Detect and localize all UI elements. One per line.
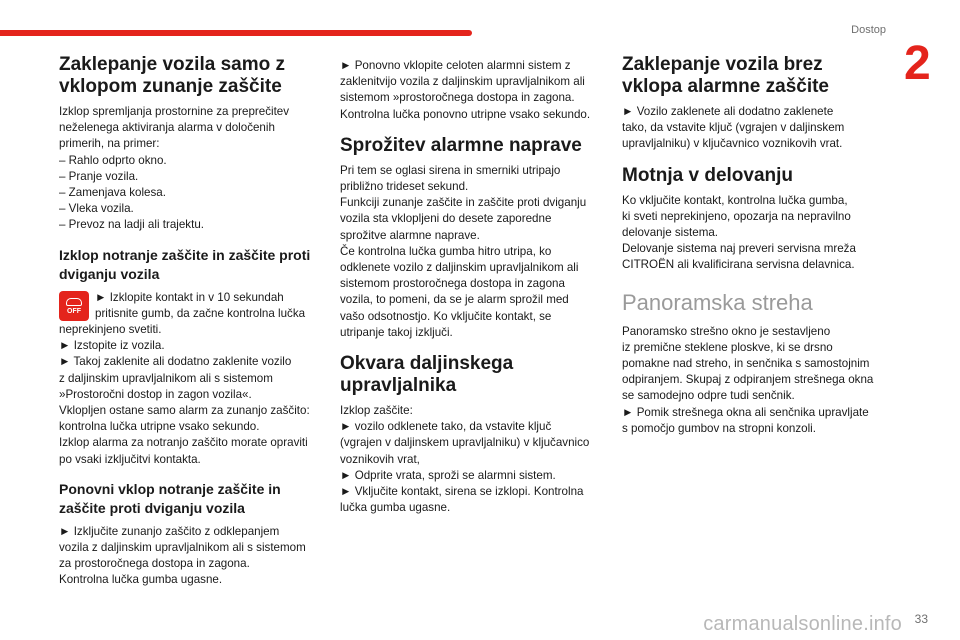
column-2 — [340, 58, 605, 516]
heading-malfunction: Motnja v delovanju — [622, 164, 794, 186]
header-accent-bar — [0, 30, 472, 36]
heading-remote-failure: Okvara daljinskega upravljalnika — [340, 353, 514, 397]
remote-failure-text: Izklop zaščite: ► vozilo odklenete tako, da vstavite ključ (vgrajen v daljinskem upravljalniku) v ključavnico voznikovih vrat, ► Odprite vrata, sproži se alarmni sistem. ► Vključite kontakt, sirena se izklopi. Kontrolna lučka gumba ugasne. — [340, 404, 590, 515]
heading-panoramic-roof: Panoramska streha — [622, 289, 813, 315]
section-name: Dostop — [851, 24, 886, 36]
disable-steps: neprekinjeno svetiti. ► Izstopite iz vozila. ► Takoj zaklenite ali dodatno zaklenite vozilo z daljinskim upravljalnikom ali s sistemom »Prostoročni dostop in zagon vozila«. Vklopljen ostane samo alarm za zunanjo zaščito: kontrolna lučka utripne vsako sekundo. Izklop alarma za notranjo zaščito morate opraviti po vsaki izključitvi kontakta. — [59, 323, 310, 466]
watermark: carmanualsonline.info — [703, 613, 902, 635]
heading-alarm-triggering: Sprožitev alarmne naprave — [340, 134, 582, 156]
heading-lock-exterior-only: Zaklepanje vozila samo z vklopom zunanje zaščite — [59, 54, 285, 97]
reenable-continued: ► Ponovno vklopite celoten alarmni sistem z zaklenitvijo vozila z daljinskim upravljalnikom ali sistemom »prostoročnega dostopa in zagona. Kontrolna lučka ponovno utripne vsako sekundo. — [340, 59, 591, 121]
icon-instruction: OFF ► Izklopite kontakt in v 10 sekundah pritisnite gumb, da začne kontrolna lučka — [59, 290, 324, 322]
intro-text: Izklop spremljanja prostornine za preprečitev neželenega aktiviranja alarma v določenih primerih, na primer: – Rahlo odprto okno. – Pranje vozila. – Zamenjava kolesa. – Vleka vozila. – Prevoz na ladji ali trajektu. — [59, 105, 290, 232]
column-1 — [59, 54, 324, 589]
page-number: 33 — [914, 612, 928, 626]
column-3 — [622, 54, 892, 437]
car-icon — [66, 298, 82, 306]
alarm-triggering-text: Pri tem se oglasi sirena in smerniki utripajo približno trideset sekund. Funkciji zunanje zaščite in zaščite proti dviganju vozila sta vklopljeni do desete zaporedne sprožitve alarmne naprave. Če kontrolna lučka gumba hitro utripa, ko odklenete vozilo z daljinskim upravljalnikom ali sistemom prostoročnega dostopa in zagona vozila, to pomeni, da se je alarm sprožil med vašo odsotnostjo. Ko vključite kontakt, se utripanje takoj izključi. — [340, 163, 587, 339]
chapter-number: 2 — [904, 37, 931, 90]
subheading-reenable-interior: Ponovni vklop notranje zaščite in zaščite proti dviganju vozila — [59, 480, 281, 516]
malfunction-text: Ko vključite kontakt, kontrolna lučka gumba, ki sveti neprekinjeno, opozarja na nepravilno delovanje sistema. Delovanje sistema naj preveri servisna mreža CITROËN ali kvalificirana servisna delavnica. — [622, 193, 856, 272]
alarm-off-button-icon: OFF — [59, 291, 89, 321]
panoramic-roof-text: Panoramsko strešno okno je sestavljeno iz premične steklene ploskve, ki se drsno pomakne nad streho, in senčnika s samostojnim odpiranjem. Skupaj z odpiranjem strešnega okna se samodejno odpre tudi senčnik. ► Pomik strešnega okna ali senčnika upravljate s pomočjo gumbov na stropni konzoli. — [622, 324, 874, 435]
reenable-steps: ► Izključite zunanjo zaščito z odklepanjem vozila z daljinskim upravljalnikom ali s sistemom za prostoročnega dostopa in zagona. Kontrolna lučka gumba ugasne. — [59, 524, 306, 587]
subheading-disable-interior: Izklop notranje zaščite in zaščite proti dviganju vozila — [59, 246, 311, 282]
heading-lock-without-alarm: Zaklepanje vozila brez vklopa alarmne zaščite — [622, 54, 829, 97]
lock-without-alarm-text: ► Vozilo zaklenete ali dodatno zaklenete tako, da vstavite ključ (vgrajen v daljinskem upravljalniku) v ključavnico voznikovih vrat. — [622, 105, 845, 151]
